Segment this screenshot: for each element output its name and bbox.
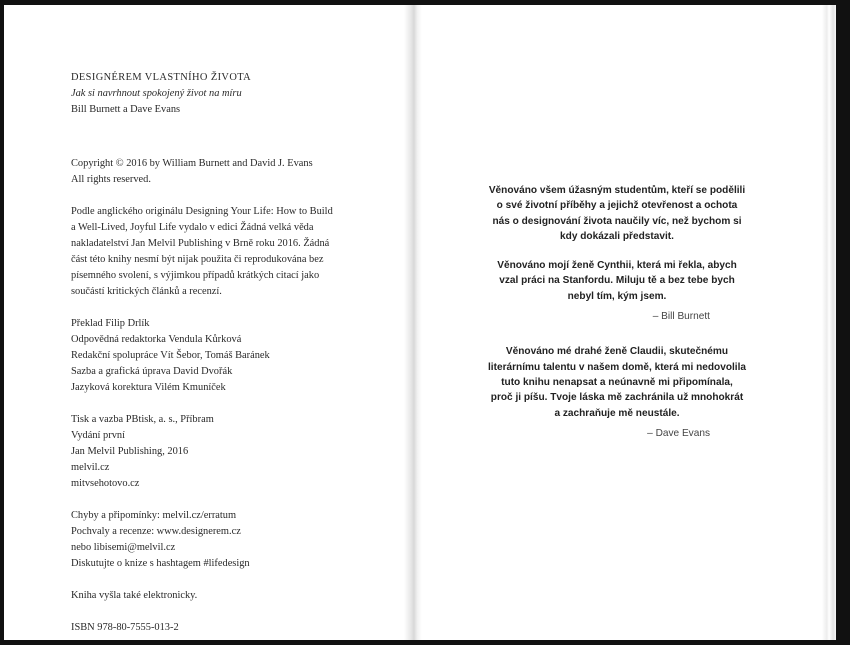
credit-collaboration: Redakční spolupráce Vít Šebor, Tomáš Baránek (71, 350, 270, 361)
contact-reviews: Pochvaly a recenze: www.designerem.cz (71, 526, 241, 537)
original-note-line: a Well-Lived, Joyful Life vydalo v edici Žádná velká věda (71, 222, 314, 233)
credits-block (71, 316, 401, 396)
book-subtitle: Jak si navrhnout spokojený život na míru (71, 88, 242, 99)
contacts-block (71, 508, 401, 572)
dedication-page (472, 183, 762, 455)
copyright-line: Copyright © 2016 by William Burnett and David J. Evans (71, 158, 313, 169)
contact-hashtag: Diskutujte o knize s hashtagem #lifedesign (71, 558, 250, 569)
credit-translator: Překlad Filip Drlík (71, 318, 150, 329)
dedication-line: nebyl tím, kým jsem. (567, 290, 667, 302)
ebook-block (71, 588, 401, 604)
isbn-block (71, 620, 401, 636)
dedication-line: Věnováno všem úžasným studentům, kteří se podělili (488, 185, 746, 196)
print-info-website: mitvsehotovo.cz (71, 478, 140, 489)
original-note-line: Podle anglického originálu Designing Your Life: How to Build (71, 206, 333, 217)
book-title: DESIGNÉREM VLASTNÍHO ŽIVOTA (71, 72, 252, 83)
signature-dave-evans: – Dave Evans (647, 427, 710, 439)
dedication-line: proč ji píšu. Tvoje láska mě zachránila už mnohokrát (490, 392, 744, 404)
dedication-line: vzal práci na Stanfordu. Miluju tě a bez tebe bych (499, 275, 735, 287)
original-note-line: součástí kritických článků a recenzí. (71, 286, 222, 297)
rights-line: All rights reserved. (71, 174, 151, 185)
dedication-claudia (472, 344, 762, 441)
contact-email: nebo libisemi@melvil.cz (71, 542, 176, 553)
book-authors: Bill Burnett a Dave Evans (71, 104, 181, 115)
dedication-line: a zachraňuje mě neustále. (554, 407, 680, 419)
dedication-cynthia (472, 258, 762, 324)
print-info-block (71, 412, 401, 492)
print-info-printer: Tisk a vazba PBtisk, a. s., Příbram (71, 414, 214, 425)
original-note-line: část této knihy nesmí být nijak použita či reprodukována bez (71, 254, 324, 265)
print-info-publisher: Jan Melvil Publishing, 2016 (71, 446, 189, 457)
dedication-line: o své životní příběhy a jejichž otevřenost a ochota (496, 200, 738, 212)
contact-errata: Chyby a připomínky: melvil.cz/erratum (71, 510, 237, 521)
ebook-note: Kniha vyšla také elektronicky. (71, 590, 198, 601)
original-note-line: nakladatelství Jan Melvil Publishing v Brně roku 2016. Žádná (71, 238, 330, 249)
print-info-website: melvil.cz (71, 462, 110, 473)
signature-bill-burnett: – Bill Burnett (652, 311, 710, 323)
dedication-line: kdy dokázali představit. (560, 230, 674, 242)
credit-typesetting: Sazba a grafická úprava David Dvořák (71, 366, 233, 377)
original-note-line: písemného svolení, s výjimkou případů krátkých citací jako (71, 270, 320, 281)
dedication-line: Věnováno mé drahé ženě Claudii, skutečnému (505, 346, 729, 358)
imprint-page (71, 70, 401, 636)
isbn: ISBN 978-80-7555-013-2 (71, 622, 179, 633)
credit-proofreading: Jazyková korektura Vilém Kmuníček (71, 382, 226, 393)
copyright-block (71, 156, 401, 188)
credit-editor: Odpovědná redaktorka Vendula Kůrková (71, 334, 242, 345)
original-note-block (71, 204, 401, 300)
dedication-line: tuto knihu nenapsat a neúnavně mi připomínala, (501, 376, 733, 388)
print-info-edition: Vydání první (71, 430, 125, 441)
dedication-line: nás o designování života naučily víc, než bychom si (492, 215, 742, 227)
dedication-line: literárnímu talentu v našem domě, která mi nedovolila (487, 361, 747, 373)
dedication-line: Věnováno mojí ženě Cynthii, která mi řekla, abych (497, 260, 737, 272)
dedication-students (472, 183, 762, 244)
